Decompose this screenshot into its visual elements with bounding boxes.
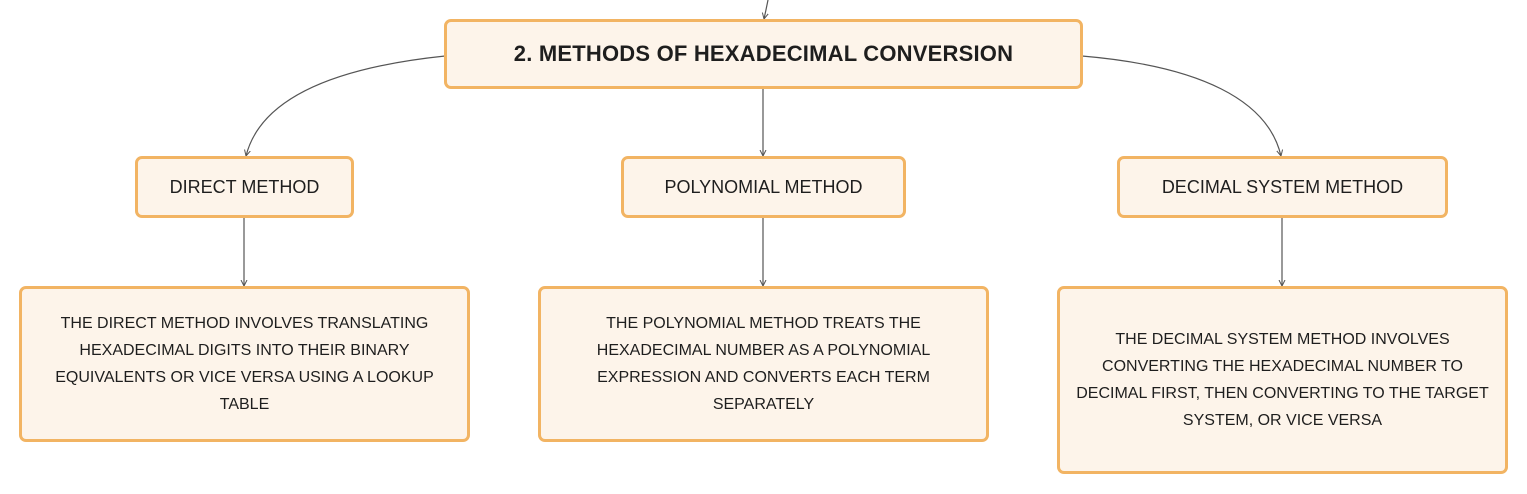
connector-root-to-decimal-system-method	[1082, 56, 1281, 156]
root-title: 2. METHODS OF HEXADECIMAL CONVERSION	[513, 41, 1014, 66]
polynomial-method-label: POLYNOMIAL METHOD	[664, 176, 863, 197]
polynomial-method-node[interactable]	[621, 156, 906, 218]
connector-root-to-direct-method	[246, 56, 445, 156]
decimal-system-method-description: THE DECIMAL SYSTEM METHOD INVOLVES CONVERTING THE HEXADECIMAL NUMBER TO DECIMAL FIRST, THEN CONVERTING TO THE TARGET SYSTEM, OR VICE VERSA	[1076, 331, 1489, 429]
direct-method-label: DIRECT METHOD	[169, 176, 320, 197]
decimal-system-method-label: DECIMAL SYSTEM METHOD	[1161, 176, 1404, 197]
decimal-system-method-description-node[interactable]	[1057, 286, 1508, 474]
root-node[interactable]	[444, 19, 1083, 89]
polynomial-method-description-node[interactable]	[538, 286, 989, 442]
direct-method-node[interactable]	[135, 156, 354, 218]
decimal-system-method-node[interactable]	[1117, 156, 1448, 218]
polynomial-method-description: THE POLYNOMIAL METHOD TREATS THE HEXADECIMAL NUMBER AS A POLYNOMIAL EXPRESSION AND CONVERTS EACH TERM SEPARATELY	[596, 315, 931, 413]
direct-method-description-node[interactable]	[19, 286, 470, 442]
incoming-connector	[764, 0, 768, 19]
direct-method-description: THE DIRECT METHOD INVOLVES TRANSLATING HEXADECIMAL DIGITS INTO THEIR BINARY EQUIVALENTS OR VICE VERSA USING A LOOKUP TABLE	[55, 315, 434, 413]
